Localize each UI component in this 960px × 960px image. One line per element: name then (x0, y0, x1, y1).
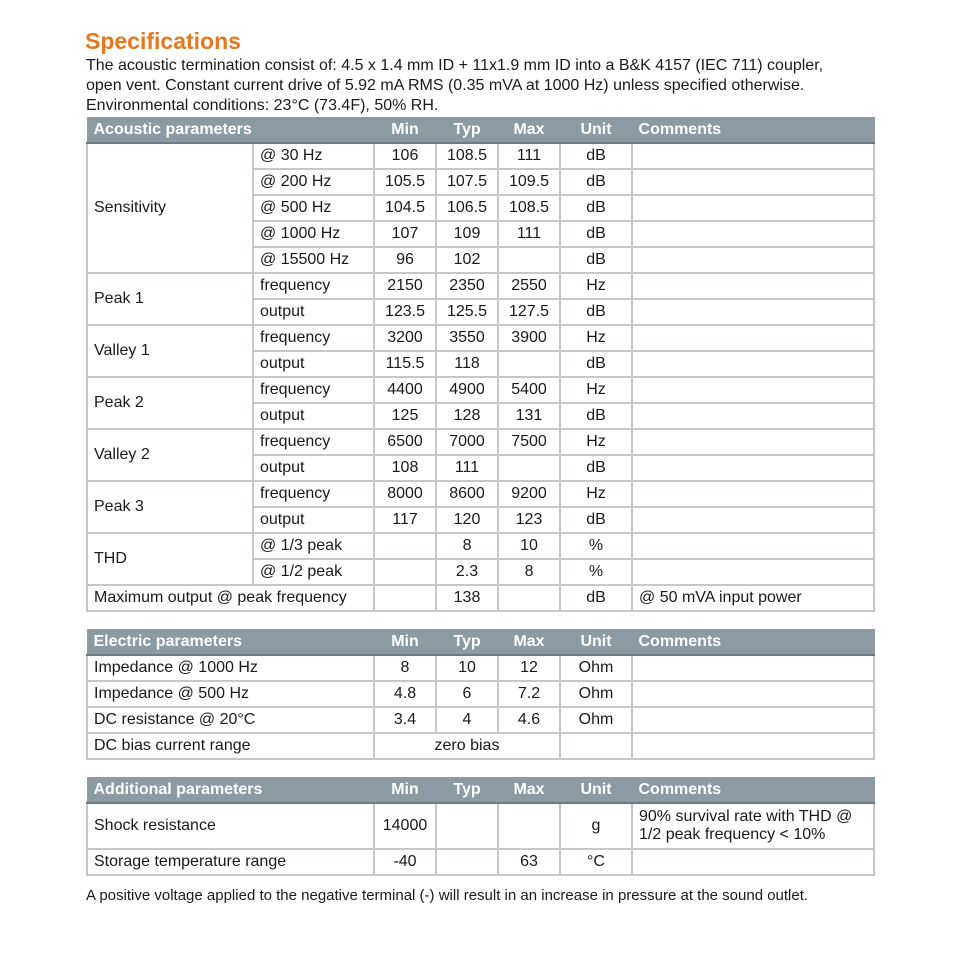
unit-cell: Hz (560, 377, 632, 403)
param-group-name: Valley 1 (87, 325, 253, 377)
typ-cell: 7000 (436, 429, 498, 455)
comment-cell (632, 351, 874, 377)
header-min: Min (374, 777, 436, 803)
typ-cell: 107.5 (436, 169, 498, 195)
table-row (87, 325, 874, 351)
comment-cell (632, 273, 874, 299)
unit-cell (560, 733, 632, 759)
unit-cell: °C (560, 849, 632, 875)
header-comments: Comments (632, 629, 874, 655)
comment-cell (632, 849, 874, 875)
comment-cell (632, 481, 874, 507)
typ-cell: 106.5 (436, 195, 498, 221)
comment-cell (632, 403, 874, 429)
min-cell: 4.8 (374, 681, 436, 707)
comment-line: 1/2 peak frequency < 10% (639, 826, 826, 843)
min-cell (374, 585, 436, 611)
typ-cell: 125.5 (436, 299, 498, 325)
param-condition: @ 15500 Hz (253, 247, 374, 273)
header-max: Max (498, 629, 560, 655)
max-cell: 12 (498, 655, 560, 681)
min-cell: 3200 (374, 325, 436, 351)
header-min: Min (374, 117, 436, 143)
min-cell: 106 (374, 143, 436, 169)
comment-cell (632, 507, 874, 533)
typ-cell: 128 (436, 403, 498, 429)
min-cell: 3.4 (374, 707, 436, 733)
header-typ: Typ (436, 629, 498, 655)
header-unit: Unit (560, 777, 632, 803)
param-condition: frequency (253, 273, 374, 299)
unit-cell: dB (560, 403, 632, 429)
unit-cell: Hz (560, 429, 632, 455)
max-cell (498, 351, 560, 377)
header-typ: Typ (436, 117, 498, 143)
param-condition: @ 1000 Hz (253, 221, 374, 247)
table-row (87, 681, 874, 707)
param-condition: @ 200 Hz (253, 169, 374, 195)
additional-table (86, 777, 875, 876)
unit-cell: dB (560, 221, 632, 247)
min-cell: 4400 (374, 377, 436, 403)
comment-cell (632, 221, 874, 247)
max-cell: 5400 (498, 377, 560, 403)
intro-text (86, 56, 872, 116)
header-typ: Typ (436, 777, 498, 803)
comment-cell (632, 733, 874, 759)
unit-cell: Ohm (560, 655, 632, 681)
table-row (87, 429, 874, 455)
max-cell: 109.5 (498, 169, 560, 195)
unit-cell: dB (560, 247, 632, 273)
min-cell: 125 (374, 403, 436, 429)
typ-cell: 102 (436, 247, 498, 273)
table-row (87, 481, 874, 507)
min-cell (374, 533, 436, 559)
footnote: A positive voltage applied to the negative terminal (-) will result in an increase in pressure at the sound outlet. (86, 887, 809, 904)
typ-cell: 138 (436, 585, 498, 611)
comment-cell (632, 707, 874, 733)
unit-cell: g (560, 803, 632, 849)
param-condition: output (253, 299, 374, 325)
unit-cell: dB (560, 195, 632, 221)
typ-cell (436, 849, 498, 875)
unit-cell: Hz (560, 273, 632, 299)
min-cell: 123.5 (374, 299, 436, 325)
param-name: Shock resistance (87, 803, 374, 849)
max-cell (498, 247, 560, 273)
max-cell: 63 (498, 849, 560, 875)
table-row (87, 733, 874, 759)
intro-line: The acoustic termination consist of: 4.5 x 1.4 mm ID + 11x1.9 mm ID into a B&K 4157 (IEC 711) coupler, (86, 57, 824, 74)
param-condition: frequency (253, 481, 374, 507)
table-row (87, 533, 874, 559)
comment-cell (632, 803, 874, 849)
typ-cell: 2.3 (436, 559, 498, 585)
min-cell: 115.5 (374, 351, 436, 377)
comment-cell (632, 377, 874, 403)
comment-cell (632, 681, 874, 707)
param-condition: frequency (253, 325, 374, 351)
comment-cell (632, 533, 874, 559)
max-cell: 123 (498, 507, 560, 533)
header-parameter: Electric parameters (87, 629, 374, 655)
comment-cell (632, 429, 874, 455)
unit-cell: dB (560, 585, 632, 611)
max-cell (498, 585, 560, 611)
param-condition: output (253, 403, 374, 429)
typ-cell: 2350 (436, 273, 498, 299)
comment-cell (632, 195, 874, 221)
max-cell: 2550 (498, 273, 560, 299)
param-group-name: THD (87, 533, 253, 585)
table-row (87, 143, 874, 169)
header-max: Max (498, 117, 560, 143)
param-group-name: Peak 1 (87, 273, 253, 325)
unit-cell: Hz (560, 325, 632, 351)
max-cell: 4.6 (498, 707, 560, 733)
header-parameter: Acoustic parameters (87, 117, 374, 143)
max-cell: 3900 (498, 325, 560, 351)
param-name: DC bias current range (87, 733, 374, 759)
header-comments: Comments (632, 117, 874, 143)
min-cell: 96 (374, 247, 436, 273)
max-cell: 127.5 (498, 299, 560, 325)
bias-value: zero bias (374, 733, 560, 759)
typ-cell: 118 (436, 351, 498, 377)
typ-cell: 111 (436, 455, 498, 481)
acoustic-table (86, 117, 875, 612)
table-row (87, 273, 874, 299)
max-cell (498, 455, 560, 481)
page-title: Specifications (85, 28, 241, 54)
typ-cell: 120 (436, 507, 498, 533)
max-cell: 7.2 (498, 681, 560, 707)
comment-cell (632, 169, 874, 195)
comment-cell (632, 655, 874, 681)
min-cell (374, 559, 436, 585)
param-name: DC resistance @ 20°C (87, 707, 374, 733)
param-group-name: Peak 3 (87, 481, 253, 533)
unit-cell: dB (560, 299, 632, 325)
param-condition: output (253, 455, 374, 481)
param-condition: output (253, 507, 374, 533)
param-name: Impedance @ 500 Hz (87, 681, 374, 707)
comment-line: 90% survival rate with THD @ (639, 808, 853, 825)
param-name: Impedance @ 1000 Hz (87, 655, 374, 681)
unit-cell: dB (560, 351, 632, 377)
table-header-row (87, 629, 874, 655)
typ-cell: 3550 (436, 325, 498, 351)
max-cell (498, 803, 560, 849)
header-unit: Unit (560, 629, 632, 655)
typ-cell: 10 (436, 655, 498, 681)
header-comments: Comments (632, 777, 874, 803)
comment-cell (632, 559, 874, 585)
typ-cell: 109 (436, 221, 498, 247)
comment-cell (632, 143, 874, 169)
param-condition: @ 30 Hz (253, 143, 374, 169)
unit-cell: dB (560, 455, 632, 481)
unit-cell: dB (560, 507, 632, 533)
param-group-name: Valley 2 (87, 429, 253, 481)
table-row (87, 585, 874, 611)
max-cell: 7500 (498, 429, 560, 455)
min-cell: 8 (374, 655, 436, 681)
param-name: Maximum output @ peak frequency (87, 585, 374, 611)
table-header-row (87, 777, 874, 803)
typ-cell (436, 803, 498, 849)
max-cell: 131 (498, 403, 560, 429)
typ-cell: 4 (436, 707, 498, 733)
min-cell: 2150 (374, 273, 436, 299)
unit-cell: dB (560, 143, 632, 169)
unit-cell: % (560, 533, 632, 559)
electric-table (86, 629, 875, 760)
table-row (87, 377, 874, 403)
max-cell: 8 (498, 559, 560, 585)
unit-cell: Ohm (560, 681, 632, 707)
typ-cell: 8 (436, 533, 498, 559)
param-condition: @ 500 Hz (253, 195, 374, 221)
header-max: Max (498, 777, 560, 803)
spec-page (86, 28, 872, 906)
param-condition: frequency (253, 429, 374, 455)
header-unit: Unit (560, 117, 632, 143)
min-cell: -40 (374, 849, 436, 875)
min-cell: 107 (374, 221, 436, 247)
typ-cell: 108.5 (436, 143, 498, 169)
min-cell: 108 (374, 455, 436, 481)
table-row (87, 707, 874, 733)
typ-cell: 4900 (436, 377, 498, 403)
min-cell: 104.5 (374, 195, 436, 221)
param-group-name: Peak 2 (87, 377, 253, 429)
param-condition: frequency (253, 377, 374, 403)
param-name: Storage temperature range (87, 849, 374, 875)
typ-cell: 6 (436, 681, 498, 707)
comment-cell: @ 50 mVA input power (632, 585, 874, 611)
max-cell: 108.5 (498, 195, 560, 221)
min-cell: 105.5 (374, 169, 436, 195)
intro-line: Environmental conditions: 23°C (73.4F), 50% RH. (86, 97, 439, 114)
unit-cell: % (560, 559, 632, 585)
header-parameter: Additional parameters (87, 777, 374, 803)
min-cell: 6500 (374, 429, 436, 455)
comment-cell (632, 247, 874, 273)
table-row (87, 655, 874, 681)
min-cell: 14000 (374, 803, 436, 849)
param-condition: @ 1/3 peak (253, 533, 374, 559)
unit-cell: Ohm (560, 707, 632, 733)
unit-cell: dB (560, 169, 632, 195)
comment-cell (632, 455, 874, 481)
max-cell: 111 (498, 221, 560, 247)
param-condition: output (253, 351, 374, 377)
min-cell: 8000 (374, 481, 436, 507)
typ-cell: 8600 (436, 481, 498, 507)
table-header-row (87, 117, 874, 143)
min-cell: 117 (374, 507, 436, 533)
table-row (87, 849, 874, 875)
unit-cell: Hz (560, 481, 632, 507)
comment-cell (632, 299, 874, 325)
header-min: Min (374, 629, 436, 655)
param-condition: @ 1/2 peak (253, 559, 374, 585)
comment-cell (632, 325, 874, 351)
max-cell: 9200 (498, 481, 560, 507)
max-cell: 111 (498, 143, 560, 169)
table-row (87, 803, 874, 849)
max-cell: 10 (498, 533, 560, 559)
param-group-name: Sensitivity (87, 143, 253, 273)
intro-line: open vent. Constant current drive of 5.92 mA RMS (0.35 mVA at 1000 Hz) unless specified otherwise. (86, 77, 805, 94)
